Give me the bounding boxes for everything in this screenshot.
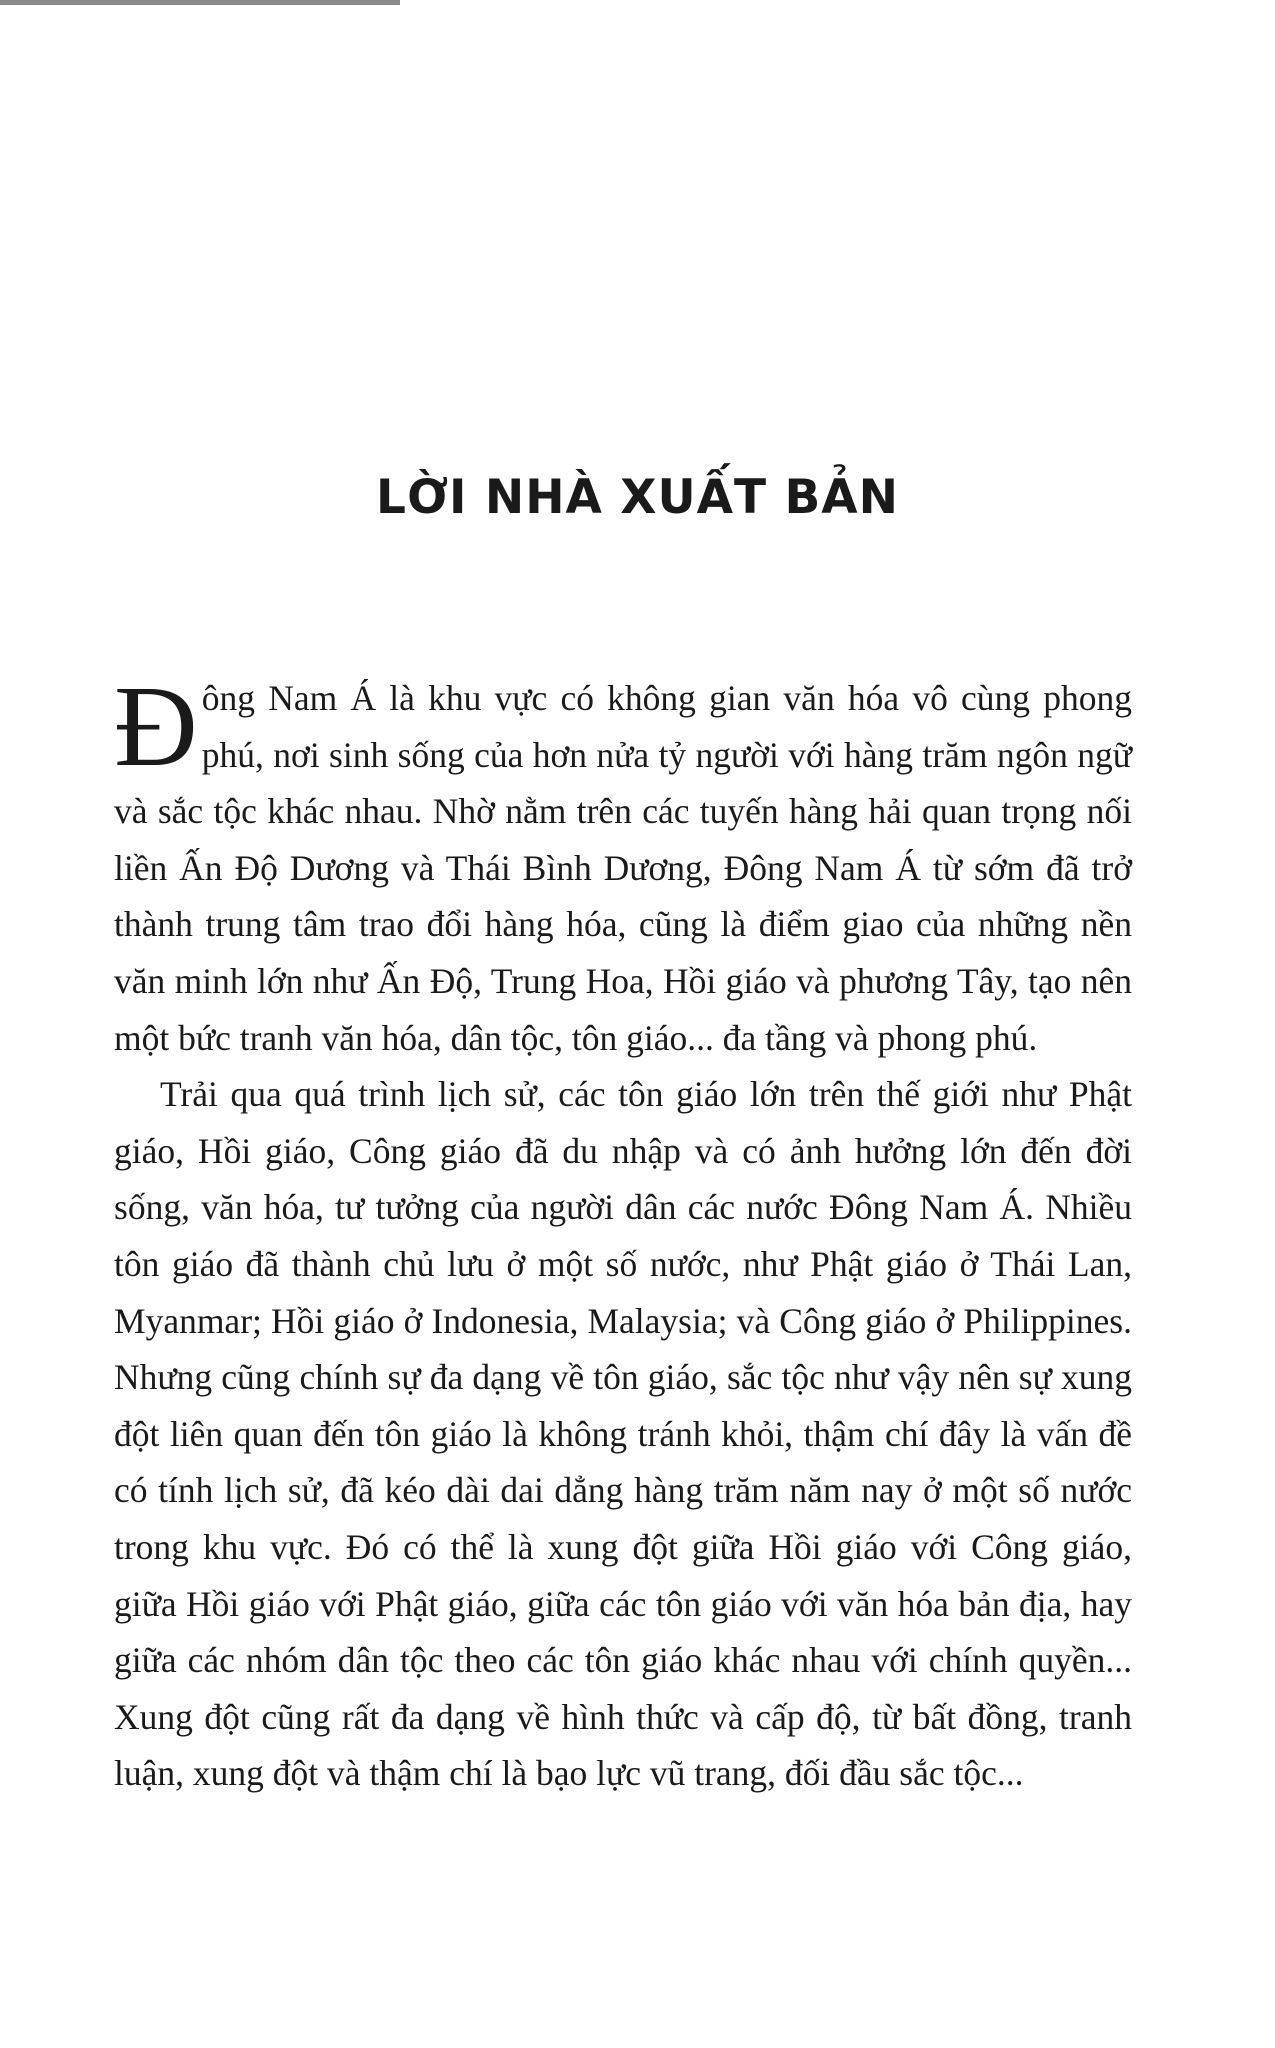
drop-cap: Đ bbox=[114, 663, 198, 791]
page-top-edge bbox=[0, 0, 400, 5]
paragraph-1-text: ông Nam Á là khu vực có không gian văn hóa vô cùng phong phú, nơi sinh sống của hơn nửa tỷ người với hàng trăm ngôn ngữ và sắc tộc khác nhau. Nhờ nằm trên các tuyến hàng hải quan trọng nối liền Ấn Độ Dương và Thái Bình Dương, Đông Nam Á từ sớm đã trở thành trung tâm trao đổi hàng hóa, cũng là điểm giao của những nền văn minh lớn như Ấn Độ, Trung Hoa, Hồi giáo và phương Tây, tạo nên một bức tranh văn hóa, dân tộc, tôn giáo... đa tầng và phong phú. bbox=[114, 678, 1132, 1058]
body-text bbox=[114, 663, 1132, 1802]
page-title: LỜI NHÀ XUẤT BẢN bbox=[376, 470, 899, 525]
paragraph-1 bbox=[114, 663, 1132, 1066]
paragraph-2-text: Trải qua quá trình lịch sử, các tôn giáo lớn trên thế giới như Phật giáo, Hồi giáo, Công giáo đã du nhập và có ảnh hưởng lớn đến đời sống, văn hóa, tư tưởng của người dân các nước Đông Nam Á. Nhiều tôn giáo đã thành chủ lưu ở một số nước, như Phật giáo ở Thái Lan, Myanmar; Hồi giáo ở Indonesia, Malaysia; và Công giáo ở Philippines. Nhưng cũng chính sự đa dạng về tôn giáo, sắc tộc như vậy nên sự xung đột liên quan đến tôn giáo là không tránh khỏi, thậm chí đây là vấn đề có tính lịch sử, đã kéo dài dai dẳng hàng trăm năm nay ở một số nước trong khu vực. Đó có thể là xung đột giữa Hồi giáo với Công giáo, giữa Hồi giáo với Phật giáo, giữa các tôn giáo với văn hóa bản địa, hay giữa các nhóm dân tộc theo các tôn giáo khác nhau với chính quyền... Xung đột cũng rất đa dạng về hình thức và cấp độ, từ bất đồng, tranh luận, xung đột và thậm chí là bạo lực vũ trang, đối đầu sắc tộc... bbox=[114, 1074, 1132, 1794]
paragraph-2 bbox=[114, 1066, 1132, 1802]
